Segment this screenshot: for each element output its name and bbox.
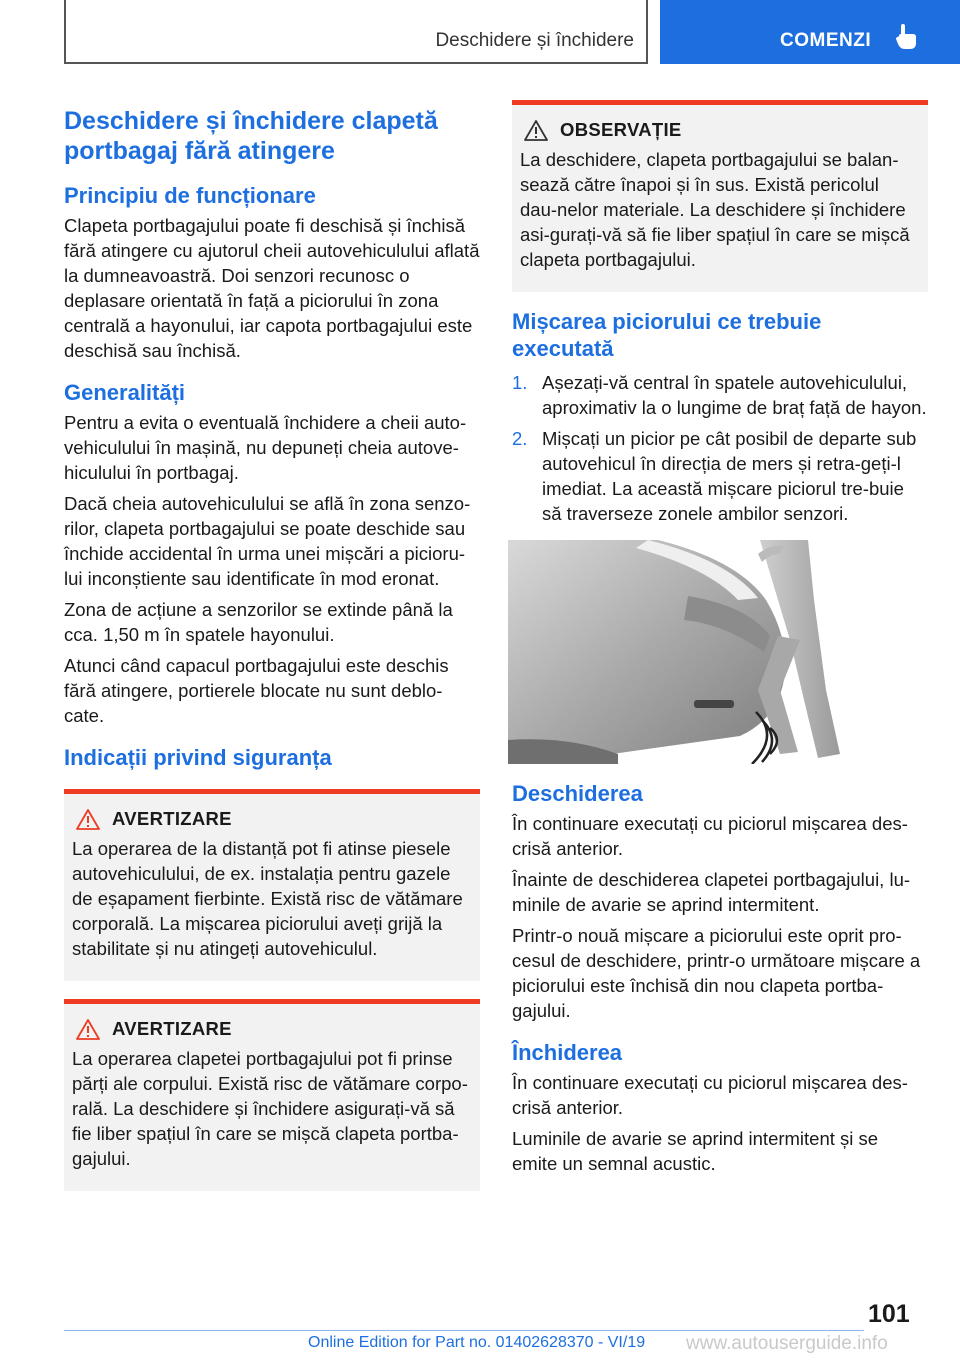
- list-item: [512, 426, 928, 526]
- foot-motion-illustration: [508, 540, 854, 764]
- step-number: 2.: [512, 428, 528, 449]
- step-number: 1.: [512, 372, 528, 393]
- watermark: www.autouserguide.info: [686, 1333, 888, 1354]
- section-title: Deschidere și închidere: [435, 30, 634, 51]
- opening-paragraph-3: Printr-o nouă mișcare a piciorului este oprit pro-cesul de deschidere, printr-o următoare mișcare a piciorului este închisă din nou clapeta portba-gajului.: [512, 925, 921, 1021]
- page-number: 101: [868, 1300, 910, 1328]
- page-title: Deschidere și închidere clapetă portbagaj fără atingere: [64, 107, 438, 165]
- warning-text-1: La operarea de la distanță pot fi atinse piesele autovehiculului, de ex. instalația pentru gazele de eșapament fierbinte. Există risc de vătămare corporală. La mișcarea piciorului aveți grijă la stabilitate și nu atingeți autovehiculul.: [72, 838, 463, 959]
- general-paragraph-3: Zona de acțiune a senzorilor se extinde până la cca. 1,50 m în spatele hayonului.: [64, 599, 453, 645]
- general-paragraph-2: Dacă cheia autovehiculului se află în zona senzo-rilor, clapeta portbagajului se poate deschide sau închide accidental în urma unei mișcări a picioru-lui inconștiente sau identificate în mod eronat.: [64, 493, 471, 589]
- principle-heading: Principiu de funcționare: [64, 183, 316, 208]
- warning-triangle-icon: [76, 809, 100, 830]
- opening-paragraph-2: Înainte de deschiderea clapetei portbagajului, lu-minile de avarie se aprind intermitent.: [512, 869, 911, 915]
- right-column: [512, 100, 928, 1182]
- warning-title-text-2: AVERTIZARE: [112, 1018, 232, 1039]
- safety-heading: Indicații privind siguranța: [64, 745, 332, 770]
- motion-heading: Mișcarea piciorului ce trebuie executată: [512, 309, 822, 361]
- warning-box-1: [64, 789, 480, 981]
- note-title-text: OBSERVAȚIE: [560, 119, 682, 140]
- chapter-label: COMENZI: [780, 30, 872, 51]
- step-text: Așezați-vă central în spatele autovehiculului, aproximativ la o lungime de braț față de hayon.: [542, 372, 927, 418]
- warning-triangle-icon: [76, 1019, 100, 1040]
- note-text: La deschidere, clapeta portbagajului se balan-sează către înapoi și în sus. Există pericolul dau-nelor materiale. La deschidere și închidere asi-gurați-vă să fie liber spațiul în care se mișcă clapeta portbagajului.: [520, 149, 910, 270]
- principle-text: Clapeta portbagajului poate fi deschisă și închisă fără atingere cu ajutorul cheii autovehiculului aflată la dumneavoastră. Doi senzori recunosc o deplasare orientată în față a piciorului în zona centrală a hayonului, iar capota portbagajului este deschisă sau închisă.: [64, 215, 480, 361]
- chapter-tab[interactable]: [660, 0, 960, 64]
- header-section-box: [64, 0, 648, 64]
- footer-divider: [64, 1330, 864, 1331]
- opening-heading: Deschiderea: [512, 781, 643, 806]
- general-heading: Generalități: [64, 380, 186, 405]
- warning-text-2: La operarea clapetei portbagajului pot fi prinse părți ale corpului. Există risc de vătămare corpo-rală. La deschidere și închidere asigurați-vă să fie liber spațiul în care se mișcă clapeta portba-gajului.: [72, 1048, 468, 1169]
- closing-heading: Închiderea: [512, 1040, 623, 1065]
- note-box: [512, 100, 928, 292]
- list-item: [512, 370, 928, 420]
- general-paragraph-4: Atunci când capacul portbagajului este deschis fără atingere, portierele blocate nu sunt deblo-cate.: [64, 655, 449, 726]
- warning-title-2: [72, 1018, 472, 1040]
- edition-text: Online Edition for Part no. 01402628370 - VI/19: [308, 1334, 646, 1351]
- steps-list: [512, 370, 928, 526]
- hand-pointer-icon: [896, 24, 918, 55]
- closing-paragraph-1: În continuare executați cu piciorul mișcarea des-crisă anterior.: [512, 1072, 908, 1118]
- warning-title-text-1: AVERTIZARE: [112, 808, 232, 829]
- left-column: [64, 100, 480, 1207]
- step-text: Mișcați un picior pe cât posibil de departe sub autovehicul în direcția de mers și retra-geți-l imediat. La această mișcare piciorul tre-buie să traverseze zonele ambilor senzori.: [542, 428, 917, 524]
- warning-title-1: [72, 808, 472, 830]
- warning-box-2: [64, 999, 480, 1191]
- opening-paragraph-1: În continuare executați cu piciorul mișcarea des-crisă anterior.: [512, 813, 908, 859]
- caution-triangle-icon: [524, 120, 548, 141]
- closing-paragraph-2: Luminile de avarie se aprind intermitent și se emite un semnal acustic.: [512, 1128, 879, 1174]
- note-title: [520, 119, 920, 141]
- general-paragraph-1: Pentru a evita o eventuală închidere a cheii auto-vehiculului în mașină, nu depuneți cheia autove-hiculului în portbagaj.: [64, 412, 467, 483]
